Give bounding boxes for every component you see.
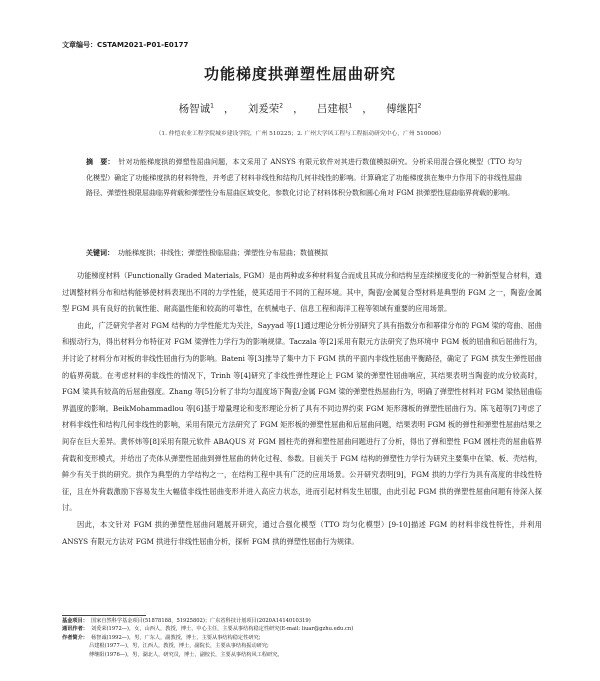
keywords — [86, 248, 522, 258]
keywords-label: 关键词： — [86, 249, 114, 257]
footnote-text: 吕建根(1977—)，男，江西人，教授，博士，副院长，主要从事结构振动研究; — [89, 643, 269, 650]
author-list: 杨智诚$^1$ ， 刘爰荣$^2$ ， 吕建根$^1$ ， 傅继阳$^2$ — [178, 102, 422, 115]
footnote-text: 国家自然科学基金项目(51878188，51925802)；广东省科技计划项目(2020A1414010319) — [90, 618, 311, 624]
footnote-key: 作者简介： — [62, 634, 88, 641]
author-name: 吕建根 — [316, 103, 349, 115]
footnote-line — [62, 642, 542, 650]
author-affil-mark: 2 — [417, 102, 422, 110]
author-affil-mark: 2 — [279, 102, 284, 110]
body-text — [62, 268, 542, 550]
footnote-divider — [62, 615, 146, 616]
footnote-text: 傅继阳(1976—)，男，湖北人，研究员，博士，副校长，主要从事结构风工程研究。 — [89, 651, 283, 658]
author — [317, 103, 352, 115]
footnote-text: 刘爰荣(1972—)，女，山西人，教授，博士，中心主任，主要从事结构稳定性研究(E-mail: liuar@gzhu.edu.cn) — [90, 626, 354, 633]
author-name: 傅继阳 — [386, 103, 418, 115]
abstract-text: 针对功能梯度拱的弹塑性屈曲问题，本文采用了 ANSYS 有限元软件对其进行数值模拟研究。分析采用混合强化模型（TTO 均匀化模型）确定了功能梯度拱的材料特性，并考虑了材料非线性和结构几何非线性的影响。计算确定了功能梯度拱在集中力作用下的非线性屈曲路径、弹塑性极限屈曲临界荷载和弹塑性分布屈曲区域变化，参数化讨论了材料体积分数和圆心角对 FGM 拱弹塑性屈曲临界荷载的影响。 — [86, 158, 522, 197]
footnote-line — [62, 625, 542, 633]
keywords-text: 功能梯度拱；非线性；弹塑性极临屈曲；弹塑性分布屈曲；数值模拟 — [118, 249, 328, 257]
paragraph: 功能梯度材料（Functionally Graded Materials, FGM）是由两种或多种材料复合而成且其成分和结构呈连续梯度变化的一种新型复合材料，通过调整材料分布和结构能够使材料表现出不同的力学性能，使其适用于不同的工程环境。其中，陶瓷/金属复合型材料是典型的 FGM 之一，陶瓷/金属型 FGM 具有良好的抗氧性能、耐高温性能和较高的可靠性，在机械电子、信息工程和海洋工程等领域有重要的应用场景。 — [62, 271, 542, 314]
author — [179, 103, 214, 115]
footnote-line — [62, 634, 542, 642]
paragraph: 因此，本文针对 FGM 拱的弹塑性屈曲问题展开研究，通过合强化模型（TTO 均匀化模型）[9-10]描述 FGM 的材料非线性特性，并利用 ANSYS 有限元方法对 FGM 拱进行非线性屈曲分析，探析 FGM 拱的弹塑性屈曲行为规律。 — [62, 519, 542, 546]
author-affil-mark: 1 — [348, 102, 353, 110]
paragraph: 由此，广泛研究学者对 FGM 结构的力学性能尤为关注，Sayyad 等[1]通过理论分析分别研究了具有指数分布和幂律分布的 FGM 梁的弯曲、屈曲和振动行为，得出材料分布特征对 FGM 梁弹性力学行为的影响规律。Taczala 等[2]采用有限元方法研究了热环境中 FGM 板的屈曲和后屈曲行为，并讨论了材料分布对板的非线性屈曲行为的影响。Bateni 等[3]推导了集中力下 FGM 拱的平面内非线性屈曲平衡路径，确定了 FGM 拱发生弹性屈曲的临界荷载。在考虑材料的非线性的情况下，Trinh 等[4]研究了非线性弹性理论上 FGM 梁的弹塑性屈曲响应，其结果表明当陶瓷的成分较高时，FGM 梁具有较高的后屈曲强度。Zhang 等[5]分析了非均匀温度场下陶瓷/金属 FGM 梁的弹塑性热屈曲行为，明确了弹塑性材料对 FGM 梁热屈曲临界温度的影响。BeikMohammadlou 等[6]基于增量理论和变形理论分析了具有不同边界约束 FGM 矩形薄板的弹塑性屈曲行为。陈飞超等[7]考虑了材料非线性和结构几何非线性的影响，采用有限元方法研究了 FGM 矩形板的弹塑性屈曲和后屈曲问题，结果表明 FGM 板的弹性和弹塑性屈曲结果之间存在巨大差异。黄怀炜等[8]采用有限元软件 ABAQUS 对 FGM 圆柱壳的弹和塑性屈曲问题进行了分析，得出了弹和塑性 FGM 圆柱壳的屈曲临界荷载和变形模式，并给出了壳体从弹塑性屈曲到弹性屈曲的转化过程、参数。目前关于 FGM 结构的弹塑性力学行为研究主要集中在梁、板、壳结构，鲜少有关于拱的研究。拱作为典型的力学结构之一，在结构工程中具有广泛的应用场景。公开研究表明[9]，FGM 拱的力学行为具有高度的非线性特征，且在外荷载激励下容易发生大幅值非线性屈曲变形并进入高应力状态，进而引起材料发生屈服，由此引起 FGM 拱的弹塑性屈曲问题有待深入探讨。 — [62, 320, 542, 513]
author-name: 杨智诚 — [178, 103, 211, 115]
footnote-line — [62, 617, 542, 625]
footnote-text: 杨智诚(1992—)，男，广东人，副教授，博士，主要从事结构稳定性研究; — [90, 634, 261, 641]
footnote-key: 通讯作者： — [62, 626, 88, 633]
footnote-key: 基金项目： — [62, 618, 88, 624]
author — [248, 103, 283, 115]
footnotes — [62, 617, 542, 659]
author-affil-mark: 1 — [210, 102, 214, 110]
paper-title: 功能梯度拱弹塑性屈曲研究 — [203, 65, 396, 83]
affiliations: （1. 仲恺农业工程学院城乡建设学院，广州 510225；2. 广州大学风工程与工程振动研究中心，广州 510006） — [155, 131, 445, 137]
author — [386, 103, 421, 115]
abstract-label: 摘 要： — [86, 158, 115, 166]
author-name: 刘爰荣 — [247, 103, 280, 115]
footnote-line — [62, 651, 542, 659]
abstract — [86, 155, 522, 202]
article-number: 文章编号：CSTAM2021-P01-E0177 — [62, 41, 189, 49]
